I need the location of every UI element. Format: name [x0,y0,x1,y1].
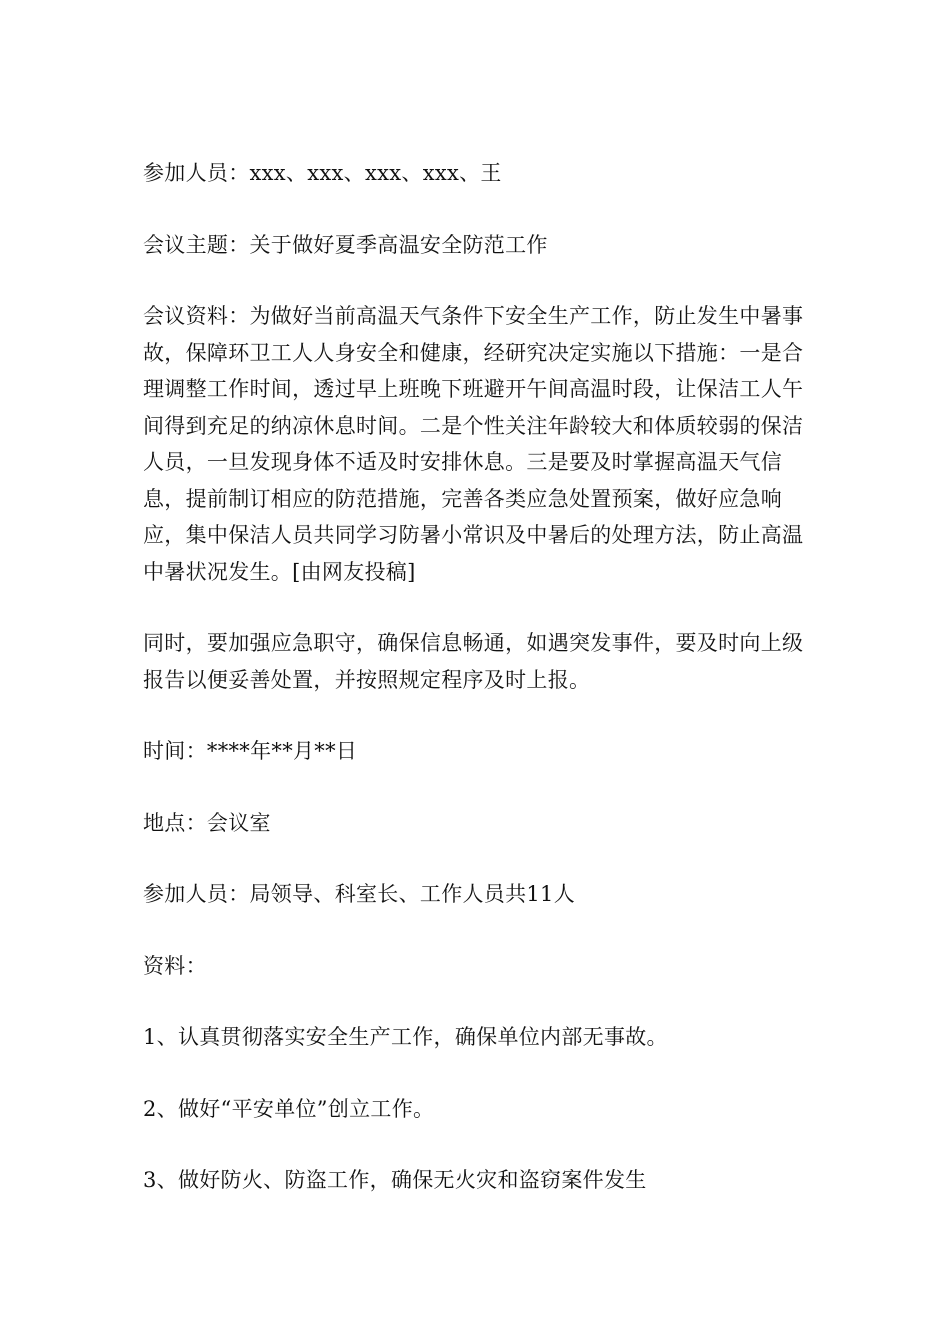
paragraph-time: 时间：****年**月**日 [143,739,358,763]
paragraph-location: 地点：会议室 [143,810,271,835]
list-item-3: 3、做好防火、防盗工作，确保无火灾和盗窃案件发生 [143,1168,647,1192]
document-body [143,155,808,1234]
paragraph-attendees-1: 参加人员：xxx、xxx、xxx、xxx、王 [143,161,502,185]
paragraph-emergency-duty: 同时，要加强应急职守，确保信息畅通，如遇突发事件，要及时向上级报告以便妥善处置，并按照规定程序及时上报。 [143,631,804,692]
paragraph-meeting-content: 会议资料：为做好当前高温天气条件下安全生产工作，防止发生中暑事故，保障环卫工人人身安全和健康，经研究决定实施以下措施：一是合理调整工作时间，透过早上班晚下班避开午间高温时段，让保洁工人午间得到充足的纳凉休息时间。二是个性关注年龄较大和体质较弱的保洁人员，一旦发现身体不适及时安排休息。三是要及时掌握高温天气信息，提前制订相应的防范措施，完善各类应急处置预案，做好应急响应，集中保洁人员共同学习防暑小常识及中暑后的处理方法，防止高温中暑状况发生。[由网友投稿] [143,304,804,584]
paragraph-attendees-2: 参加人员：局领导、科室长、工作人员共11人 [143,882,576,906]
list-item-2: 2、做好“平安单位”创立工作。 [143,1096,435,1121]
paragraph-materials-heading: 资料： [143,953,207,978]
paragraph-meeting-topic: 会议主题：关于做好夏季高温安全防范工作 [143,232,548,257]
list-item-1: 1、认真贯彻落实安全生产工作，确保单位内部无事故。 [143,1025,668,1049]
